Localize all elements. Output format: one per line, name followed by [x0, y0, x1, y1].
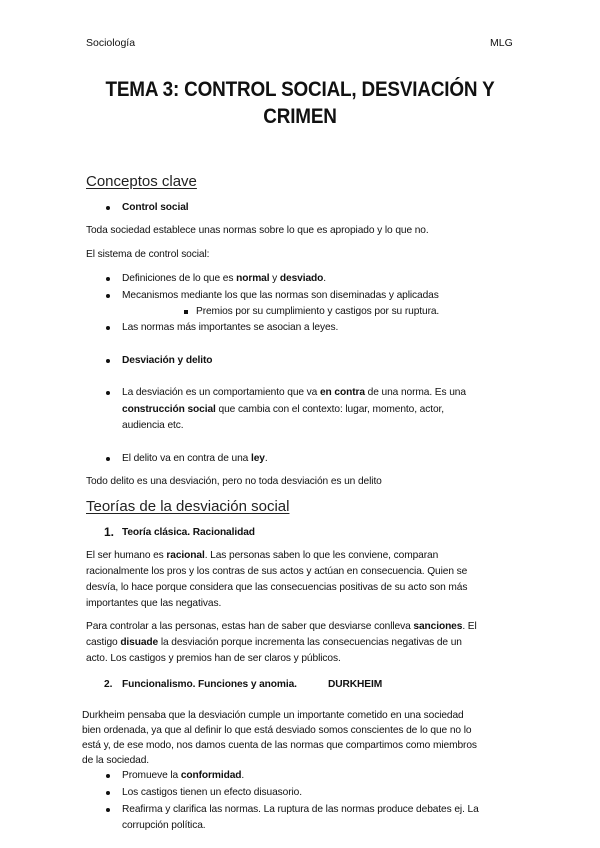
- text: . El: [462, 621, 477, 632]
- paragraph-racional-2: racionalmente los pros y los contras de sus actos y actúan en consecuencia. Quien se: [86, 566, 468, 577]
- list-item-reafirma: Reafirma y clarifica las normas. La ruptura de las normas produce debates ej. La: [122, 802, 479, 818]
- list-item-delito: [122, 451, 268, 467]
- emphasis: normal: [236, 273, 270, 284]
- text: y: [269, 273, 280, 284]
- bullet-control-social: Control social: [122, 200, 189, 216]
- emphasis: construcción social: [122, 404, 216, 415]
- subheading-teoria-clasica: Teoría clásica. Racionalidad: [122, 527, 255, 538]
- header-subject: Sociología: [86, 37, 136, 49]
- text: .: [241, 770, 245, 781]
- paragraph-racional-1: [86, 548, 438, 564]
- number-1: 1.: [104, 525, 114, 539]
- paragraph-durkheim-4: de la sociedad.: [82, 755, 150, 766]
- paragraph-durkheim-1: Durkheim pensaba que la desviación cumple un importante cometido en una sociedad: [82, 710, 464, 721]
- text: Promueve la: [122, 770, 181, 781]
- emphasis: disuade: [120, 637, 159, 648]
- bullet-desviacion-delito: Desviación y delito: [122, 353, 212, 369]
- text: El delito va en contra de una: [122, 453, 251, 464]
- text: . Las personas saben lo que les conviene, comparan: [204, 550, 439, 561]
- list-item-desviacion-1: [122, 385, 466, 401]
- emphasis: conformidad: [180, 770, 242, 781]
- text: .: [264, 453, 268, 464]
- list-item-leyes: Las normas más importantes se asocian a leyes.: [122, 320, 338, 336]
- text: .: [323, 273, 327, 284]
- subheading-funcionalismo: Funcionalismo. Funciones y anomia.: [122, 679, 297, 690]
- emphasis: desviado: [279, 273, 324, 284]
- number-2: 2.: [104, 679, 113, 690]
- emphasis: sanciones: [413, 621, 463, 632]
- title-line-1: TEMA 3: CONTROL SOCIAL, DESVIACIÓN Y: [105, 78, 495, 101]
- paragraph-durkheim-3: está y, de ese modo, nos damos cuenta de las normas que compartimos como miembros: [82, 740, 477, 751]
- list-item-mecanismos: Mecanismos mediante los que las normas son diseminadas y aplicadas: [122, 288, 439, 304]
- author-durkheim: DURKHEIM: [328, 679, 383, 690]
- page-title: [84, 76, 516, 130]
- list-item-desviacion-3: audiencia etc.: [122, 420, 184, 431]
- text: de una norma. Es una: [364, 387, 466, 398]
- list-item-desviacion-2: [122, 402, 444, 418]
- list-item-castigos: Los castigos tienen un efecto disuasorio.: [122, 785, 302, 801]
- paragraph-sanciones-3: acto. Los castigos y premios han de ser claros y públicos.: [86, 653, 341, 664]
- sub-list-item-premios: Premios por su cumplimiento y castigos por su ruptura.: [196, 304, 439, 320]
- header-initials: MLG: [490, 37, 513, 49]
- text: la desviación porque incrementa las consecuencias negativas de un: [158, 637, 462, 648]
- paragraph-sanciones-1: [86, 619, 477, 635]
- list-item-reafirma-cont: corrupción política.: [122, 820, 206, 831]
- list-item-conformidad: [122, 768, 244, 784]
- text: La desviación es un comportamiento que va: [122, 387, 320, 398]
- emphasis: ley: [250, 453, 265, 464]
- text: Para controlar a las personas, estas han de saber que desviarse conlleva: [86, 621, 414, 632]
- text: castigo: [86, 637, 121, 648]
- paragraph-todo-delito: Todo delito es una desviación, pero no toda desviación es un delito: [86, 476, 382, 487]
- emphasis: en contra: [319, 387, 365, 398]
- text: El ser humano es: [86, 550, 167, 561]
- list-item-definiciones: [122, 271, 326, 287]
- paragraph-racional-4: importantes que las negativas.: [86, 598, 222, 609]
- paragraph-durkheim-2: bien ordenada, ya que al definir lo que está desviado somos conscientes de lo que no lo: [82, 725, 472, 736]
- paragraph-sistema: El sistema de control social:: [86, 249, 210, 260]
- text: Definiciones de lo que es: [122, 273, 237, 284]
- heading-conceptos-clave: Conceptos clave: [86, 173, 197, 190]
- emphasis: racional: [166, 550, 205, 561]
- paragraph-sanciones-2: [86, 635, 462, 651]
- title-line-2: CRIMEN: [263, 105, 337, 128]
- heading-teorias: Teorías de la desviación social: [86, 498, 290, 515]
- paragraph-racional-3: desvía, lo hace porque considera que las consecuencias positivas de su acto son más: [86, 582, 468, 593]
- text: que cambia con el contexto: lugar, momento, actor,: [215, 404, 444, 415]
- paragraph-normas: Toda sociedad establece unas normas sobre lo que es apropiado y lo que no.: [86, 225, 429, 236]
